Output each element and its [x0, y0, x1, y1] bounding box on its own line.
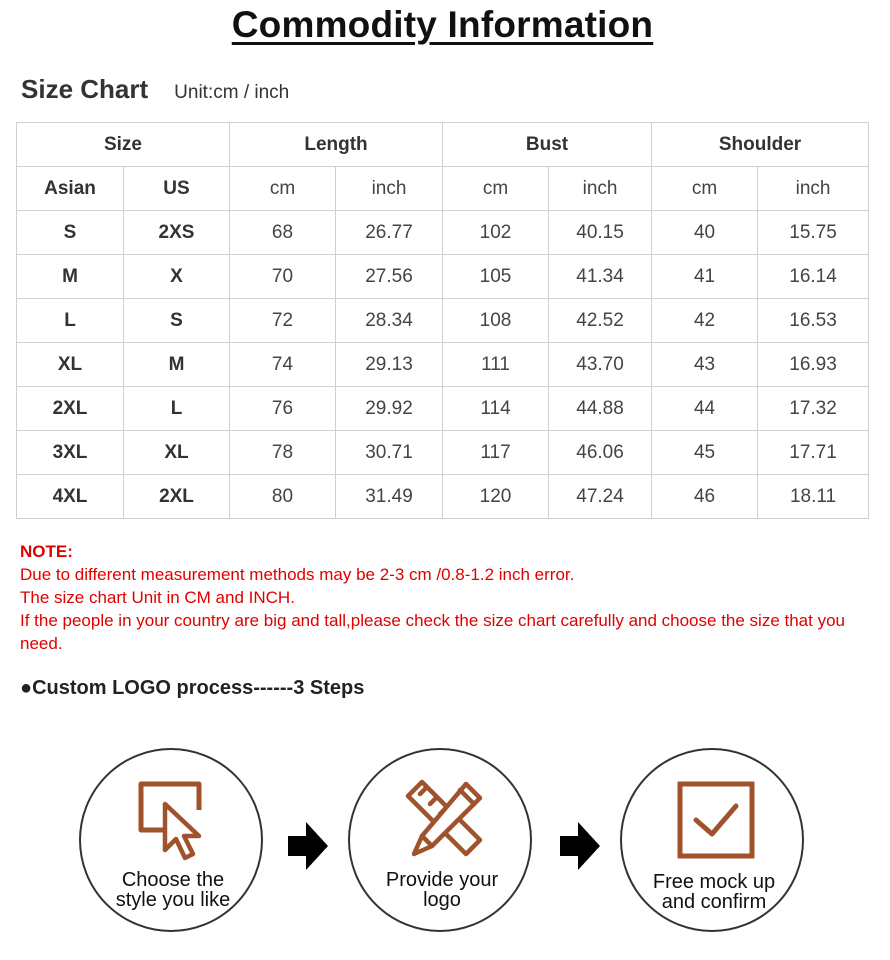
table-cell: 74 — [230, 343, 336, 387]
table-cell: 28.34 — [336, 299, 443, 343]
step-2-line1: Provide your — [385, 869, 499, 891]
cursor-select-icon — [133, 778, 213, 862]
table-cell: 47.24 — [549, 475, 652, 519]
table-subheader: inch — [549, 167, 652, 211]
table-cell: 27.56 — [336, 255, 443, 299]
table-cell: 40.15 — [549, 211, 652, 255]
note-line: The size chart Unit in CM and INCH. — [20, 588, 295, 607]
table-cell: 17.71 — [758, 431, 869, 475]
checkbox-icon — [676, 780, 756, 860]
table-cell: L — [124, 387, 230, 431]
table-cell: 46 — [652, 475, 758, 519]
arrow-right-icon — [560, 822, 600, 870]
table-row — [17, 343, 869, 387]
table-cell: 2XL — [17, 387, 124, 431]
table-cell: 68 — [230, 211, 336, 255]
step-3-label — [622, 872, 806, 912]
table-header-bust: Bust — [443, 123, 652, 167]
table-cell: 44.88 — [549, 387, 652, 431]
step-3-line2: and confirm — [661, 891, 767, 913]
table-cell: 102 — [443, 211, 549, 255]
table-cell: 72 — [230, 299, 336, 343]
table-subheader: cm — [230, 167, 336, 211]
table-cell: 16.14 — [758, 255, 869, 299]
step-1-line1: Choose the — [121, 869, 225, 891]
table-subheader: US — [124, 167, 230, 211]
note-line: If the people in your country are big and tall,please check the size chart carefully and choose the size that you need. — [20, 611, 845, 653]
note-line: Due to different measurement methods may be 2-3 cm /0.8-1.2 inch error. — [20, 565, 575, 584]
size-chart-body — [17, 211, 869, 519]
step-2-line2: logo — [423, 889, 461, 911]
size-chart-header — [21, 74, 289, 105]
table-cell: 42 — [652, 299, 758, 343]
step-3-circle — [620, 748, 804, 932]
table-cell: 42.52 — [549, 299, 652, 343]
table-cell: 16.93 — [758, 343, 869, 387]
table-cell: X — [124, 255, 230, 299]
table-header-length: Length — [230, 123, 443, 167]
step-1-label — [81, 870, 265, 910]
table-cell: 2XS — [124, 211, 230, 255]
table-cell: 76 — [230, 387, 336, 431]
table-cell: XL — [124, 431, 230, 475]
table-cell: M — [124, 343, 230, 387]
table-row — [17, 211, 869, 255]
table-header-size: Size — [17, 123, 230, 167]
table-cell: 111 — [443, 343, 549, 387]
table-cell: S — [124, 299, 230, 343]
table-sub-header-row — [17, 167, 869, 211]
table-cell: 70 — [230, 255, 336, 299]
table-subheader: inch — [336, 167, 443, 211]
table-subheader: inch — [758, 167, 869, 211]
table-subheader: cm — [652, 167, 758, 211]
size-chart-title: Size Chart — [21, 74, 149, 104]
table-cell: 108 — [443, 299, 549, 343]
table-cell: 105 — [443, 255, 549, 299]
table-cell: 43.70 — [549, 343, 652, 387]
table-cell: 4XL — [17, 475, 124, 519]
table-cell: 31.49 — [336, 475, 443, 519]
table-cell: 46.06 — [549, 431, 652, 475]
step-1-circle — [79, 748, 263, 932]
step-2-circle — [348, 748, 532, 932]
table-cell: 120 — [443, 475, 549, 519]
table-cell: 17.32 — [758, 387, 869, 431]
logo-process-heading: ●Custom LOGO process------3 Steps — [20, 677, 365, 699]
table-row — [17, 255, 869, 299]
table-cell: 40 — [652, 211, 758, 255]
table-row — [17, 475, 869, 519]
table-cell: M — [17, 255, 124, 299]
table-row — [17, 431, 869, 475]
table-cell: 114 — [443, 387, 549, 431]
table-cell: 45 — [652, 431, 758, 475]
table-cell: 41 — [652, 255, 758, 299]
table-cell: XL — [17, 343, 124, 387]
note-block — [20, 540, 870, 655]
table-cell: 29.13 — [336, 343, 443, 387]
table-cell: 26.77 — [336, 211, 443, 255]
pencil-ruler-icon — [402, 776, 486, 864]
step-2-label — [350, 870, 534, 910]
table-cell: S — [17, 211, 124, 255]
step-1-line2: style you like — [115, 889, 231, 911]
step-3-line1: Free mock up — [652, 871, 776, 893]
table-row — [17, 299, 869, 343]
arrow-right-icon — [288, 822, 328, 870]
note-title: NOTE: — [20, 542, 73, 561]
table-cell: 78 — [230, 431, 336, 475]
table-cell: 29.92 — [336, 387, 443, 431]
page-title: Commodity Information — [231, 4, 654, 45]
table-cell: L — [17, 299, 124, 343]
table-subheader: Asian — [17, 167, 124, 211]
size-chart-table — [16, 122, 869, 519]
table-group-header-row — [17, 123, 869, 167]
table-cell: 16.53 — [758, 299, 869, 343]
table-cell: 44 — [652, 387, 758, 431]
table-cell: 41.34 — [549, 255, 652, 299]
table-cell: 18.11 — [758, 475, 869, 519]
table-cell: 3XL — [17, 431, 124, 475]
table-cell: 30.71 — [336, 431, 443, 475]
table-cell: 2XL — [124, 475, 230, 519]
table-row — [17, 387, 869, 431]
table-cell: 117 — [443, 431, 549, 475]
table-cell: 15.75 — [758, 211, 869, 255]
size-chart-unit: Unit:cm / inch — [174, 82, 290, 103]
table-cell: 80 — [230, 475, 336, 519]
table-subheader: cm — [443, 167, 549, 211]
table-cell: 43 — [652, 343, 758, 387]
table-header-shoulder: Shoulder — [652, 123, 869, 167]
